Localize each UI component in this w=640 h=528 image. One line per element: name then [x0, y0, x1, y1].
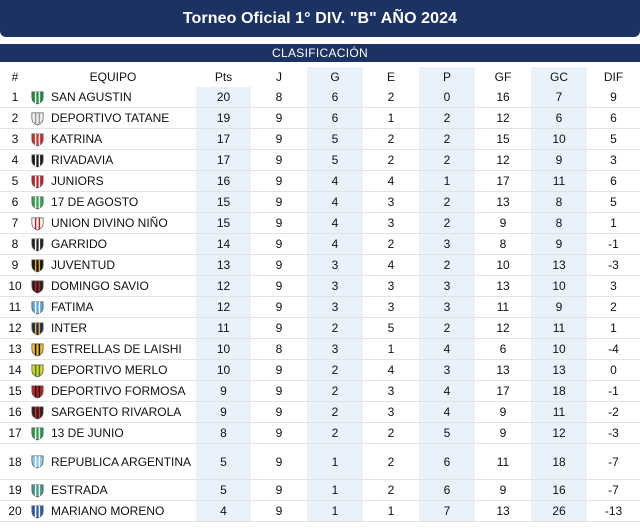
table-row — [0, 480, 640, 501]
team-cell — [30, 297, 196, 318]
crest-red-stripes-icon — [30, 174, 45, 189]
points-cell: 16 — [196, 171, 251, 192]
team-cell — [30, 276, 196, 297]
drawn-cell: 4 — [363, 171, 419, 192]
goals-against-cell: 16 — [531, 480, 587, 501]
goals-for-cell: 11 — [475, 297, 531, 318]
goals-for-cell: 9 — [475, 423, 531, 444]
column-header-position: # — [11, 70, 19, 84]
table-row — [0, 255, 640, 276]
goals-for-cell: 17 — [475, 381, 531, 402]
played-cell: 9 — [251, 381, 307, 402]
goals-for-cell: 12 — [475, 318, 531, 339]
lost-cell: 3 — [419, 360, 475, 381]
drawn-cell: 5 — [363, 318, 419, 339]
goal-difference-cell: 0 — [587, 360, 640, 381]
team-name: DEPORTIVO MERLO — [51, 363, 168, 377]
played-cell: 9 — [251, 297, 307, 318]
column-header-drawn: E — [386, 70, 395, 84]
points-cell: 5 — [196, 480, 251, 501]
won-cell: 4 — [307, 171, 363, 192]
goal-difference-cell: -1 — [587, 381, 640, 402]
lost-cell: 2 — [419, 150, 475, 171]
team-name: REPUBLICA ARGENTINA — [51, 454, 192, 469]
classification-label: CLASIFICACIÓN — [272, 46, 368, 60]
table-row — [0, 87, 640, 108]
drawn-cell: 2 — [363, 129, 419, 150]
goals-against-cell: 11 — [531, 318, 587, 339]
table-row — [0, 423, 640, 444]
goals-against-cell: 18 — [531, 381, 587, 402]
won-cell: 6 — [307, 87, 363, 108]
column-header-lost: P — [419, 67, 475, 87]
drawn-cell: 3 — [363, 213, 419, 234]
played-cell: 9 — [251, 213, 307, 234]
won-cell: 5 — [307, 129, 363, 150]
position-cell: 13 — [0, 339, 30, 360]
standings-body — [0, 87, 640, 522]
column-header-goals-for: GF — [494, 70, 512, 84]
won-cell: 5 — [307, 150, 363, 171]
column-header-points: Pts — [214, 70, 233, 84]
points-cell: 8 — [196, 423, 251, 444]
position-cell: 14 — [0, 360, 30, 381]
lost-cell: 2 — [419, 192, 475, 213]
drawn-cell: 4 — [363, 360, 419, 381]
team-cell — [30, 255, 196, 276]
table-row — [0, 129, 640, 150]
drawn-cell: 1 — [363, 108, 419, 129]
played-cell: 9 — [251, 171, 307, 192]
points-cell: 20 — [196, 87, 251, 108]
team-name: DEPORTIVO TATANE — [51, 111, 170, 125]
won-cell: 3 — [307, 339, 363, 360]
team-name: UNION DIVINO NIÑO — [51, 216, 168, 230]
goals-against-cell: 9 — [531, 234, 587, 255]
goals-against-cell: 12 — [531, 423, 587, 444]
position-cell: 16 — [0, 402, 30, 423]
drawn-cell: 1 — [363, 339, 419, 360]
goals-against-cell: 13 — [531, 360, 587, 381]
crest-lightblue-round-icon — [30, 454, 45, 469]
won-cell: 6 — [307, 108, 363, 129]
goals-for-cell: 8 — [475, 234, 531, 255]
goals-for-cell: 16 — [475, 87, 531, 108]
won-cell: 4 — [307, 234, 363, 255]
lost-cell: 3 — [419, 276, 475, 297]
played-cell: 8 — [251, 87, 307, 108]
column-header-team: EQUIPO — [89, 70, 137, 84]
lost-cell: 3 — [419, 234, 475, 255]
table-row — [0, 192, 640, 213]
goals-against-cell: 9 — [531, 297, 587, 318]
played-cell: 9 — [251, 108, 307, 129]
position-cell: 11 — [0, 297, 30, 318]
team-name: SAN AGUSTIN — [51, 90, 132, 104]
played-cell: 8 — [251, 339, 307, 360]
position-cell: 20 — [0, 501, 30, 522]
crest-yellow-green-icon — [30, 363, 45, 378]
team-name: ESTRELLAS DE LAISHI — [51, 342, 182, 356]
points-cell: 4 — [196, 501, 251, 522]
lost-cell: 4 — [419, 339, 475, 360]
table-row — [0, 276, 640, 297]
goal-difference-cell: -3 — [587, 255, 640, 276]
goals-against-cell: 6 — [531, 108, 587, 129]
drawn-cell: 2 — [363, 87, 419, 108]
points-cell: 9 — [196, 402, 251, 423]
team-cell — [30, 213, 196, 234]
won-cell: 1 — [307, 480, 363, 501]
team-cell — [30, 501, 196, 522]
crest-teal-white-icon — [30, 483, 45, 498]
won-cell: 4 — [307, 213, 363, 234]
lost-cell: 2 — [419, 255, 475, 276]
points-cell: 11 — [196, 318, 251, 339]
crest-black-white-icon — [30, 237, 45, 252]
points-cell: 12 — [196, 276, 251, 297]
team-name: SARGENTO RIVAROLA — [51, 405, 182, 419]
team-name: ESTRADA — [51, 483, 108, 497]
crest-black-stripes-icon — [30, 153, 45, 168]
points-cell: 9 — [196, 381, 251, 402]
position-cell: 4 — [0, 150, 30, 171]
team-name: MARIANO MORENO — [51, 504, 165, 518]
goals-against-cell: 10 — [531, 339, 587, 360]
drawn-cell: 3 — [363, 402, 419, 423]
played-cell: 9 — [251, 234, 307, 255]
drawn-cell: 2 — [363, 480, 419, 501]
position-cell: 12 — [0, 318, 30, 339]
lost-cell: 4 — [419, 381, 475, 402]
position-cell: 5 — [0, 171, 30, 192]
goals-for-cell: 11 — [475, 444, 531, 480]
goal-difference-cell: 5 — [587, 192, 640, 213]
drawn-cell: 2 — [363, 423, 419, 444]
crest-red-white-black-icon — [30, 405, 45, 420]
team-cell — [30, 192, 196, 213]
position-cell: 8 — [0, 234, 30, 255]
crest-red-white-icon — [30, 132, 45, 147]
lost-cell: 1 — [419, 171, 475, 192]
position-cell: 18 — [0, 444, 30, 480]
crest-white-red-icon — [30, 216, 45, 231]
won-cell: 2 — [307, 381, 363, 402]
lost-cell: 3 — [419, 297, 475, 318]
position-cell: 10 — [0, 276, 30, 297]
table-row — [0, 171, 640, 192]
table-row — [0, 297, 640, 318]
played-cell: 9 — [251, 360, 307, 381]
played-cell: 9 — [251, 192, 307, 213]
lost-cell: 6 — [419, 480, 475, 501]
points-cell: 17 — [196, 150, 251, 171]
goal-difference-cell: 1 — [587, 213, 640, 234]
goal-difference-cell: -7 — [587, 480, 640, 501]
team-name: FATIMA — [51, 300, 94, 314]
team-name: JUVENTUD — [51, 258, 116, 272]
goal-difference-cell: 6 — [587, 108, 640, 129]
goal-difference-cell: -3 — [587, 423, 640, 444]
played-cell: 9 — [251, 423, 307, 444]
position-cell: 7 — [0, 213, 30, 234]
goals-against-cell: 8 — [531, 213, 587, 234]
table-row — [0, 444, 640, 480]
won-cell: 3 — [307, 276, 363, 297]
goal-difference-cell: -7 — [587, 444, 640, 480]
crest-black-red-icon — [30, 279, 45, 294]
played-cell: 9 — [251, 444, 307, 480]
goals-against-cell: 11 — [531, 402, 587, 423]
position-cell: 3 — [0, 129, 30, 150]
table-row — [0, 150, 640, 171]
goals-for-cell: 6 — [475, 339, 531, 360]
goals-for-cell: 9 — [475, 213, 531, 234]
drawn-cell: 2 — [363, 150, 419, 171]
team-cell — [30, 171, 196, 192]
points-cell: 14 — [196, 234, 251, 255]
points-cell: 12 — [196, 297, 251, 318]
won-cell: 2 — [307, 360, 363, 381]
tournament-title: Torneo Oficial 1° DIV. "B" AÑO 2024 — [182, 9, 458, 27]
played-cell: 9 — [251, 276, 307, 297]
table-row — [0, 360, 640, 381]
standings-table — [0, 67, 640, 522]
drawn-cell: 2 — [363, 444, 419, 480]
goals-for-cell: 17 — [475, 171, 531, 192]
played-cell: 9 — [251, 480, 307, 501]
team-name: KATRINA — [51, 132, 103, 146]
drawn-cell: 3 — [363, 276, 419, 297]
goal-difference-cell: 3 — [587, 276, 640, 297]
played-cell: 9 — [251, 402, 307, 423]
drawn-cell: 2 — [363, 234, 419, 255]
played-cell: 9 — [251, 129, 307, 150]
table-row — [0, 501, 640, 522]
position-cell: 2 — [0, 108, 30, 129]
team-name: DEPORTIVO FORMOSA — [51, 384, 186, 398]
crest-green-white-icon — [30, 90, 45, 105]
lost-cell: 2 — [419, 318, 475, 339]
goals-for-cell: 12 — [475, 150, 531, 171]
crest-red-black-icon — [30, 384, 45, 399]
drawn-cell: 3 — [363, 192, 419, 213]
lost-cell: 0 — [419, 87, 475, 108]
points-cell: 10 — [196, 360, 251, 381]
table-row — [0, 213, 640, 234]
team-cell — [30, 480, 196, 501]
team-cell — [30, 360, 196, 381]
goal-difference-cell: 1 — [587, 318, 640, 339]
crest-white-gray-icon — [30, 111, 45, 126]
team-cell — [30, 129, 196, 150]
crest-skyblue-stripes-icon — [30, 300, 45, 315]
team-cell — [30, 339, 196, 360]
position-cell: 6 — [0, 192, 30, 213]
won-cell: 2 — [307, 318, 363, 339]
crest-black-gold-icon — [30, 258, 45, 273]
goals-for-cell: 15 — [475, 129, 531, 150]
crest-blue-stripes-icon — [30, 504, 45, 519]
crest-green-icon — [30, 195, 45, 210]
table-row — [0, 402, 640, 423]
won-cell: 1 — [307, 444, 363, 480]
team-cell — [30, 444, 196, 480]
played-cell: 9 — [251, 318, 307, 339]
team-name: GARRIDO — [51, 237, 108, 251]
team-name: RIVADAVIA — [51, 153, 114, 167]
played-cell: 9 — [251, 150, 307, 171]
goal-difference-cell: 9 — [587, 87, 640, 108]
drawn-cell: 4 — [363, 255, 419, 276]
won-cell: 4 — [307, 192, 363, 213]
table-row — [0, 318, 640, 339]
lost-cell: 5 — [419, 423, 475, 444]
goal-difference-cell: 2 — [587, 297, 640, 318]
team-cell — [30, 108, 196, 129]
goals-against-cell: 11 — [531, 171, 587, 192]
drawn-cell: 3 — [363, 297, 419, 318]
team-name: JUNIORS — [51, 174, 104, 188]
points-cell: 19 — [196, 108, 251, 129]
goals-for-cell: 10 — [475, 255, 531, 276]
team-cell — [30, 234, 196, 255]
lost-cell: 2 — [419, 129, 475, 150]
goals-against-cell: 26 — [531, 501, 587, 522]
goals-for-cell: 13 — [475, 501, 531, 522]
column-header-goals-against: GC — [531, 67, 587, 87]
position-cell: 19 — [0, 480, 30, 501]
crest-navy-gold-icon — [30, 321, 45, 336]
crest-green-round-icon — [30, 426, 45, 441]
points-cell: 15 — [196, 192, 251, 213]
table-header-row — [0, 67, 640, 87]
goals-for-cell: 9 — [475, 402, 531, 423]
goals-for-cell: 13 — [475, 276, 531, 297]
position-cell: 17 — [0, 423, 30, 444]
team-name: 13 DE JUNIO — [51, 426, 124, 440]
played-cell: 9 — [251, 501, 307, 522]
crest-yellow-black-icon — [30, 342, 45, 357]
points-cell: 10 — [196, 339, 251, 360]
goals-for-cell: 9 — [475, 480, 531, 501]
team-name: INTER — [51, 321, 87, 335]
goals-against-cell: 9 — [531, 150, 587, 171]
won-cell: 3 — [307, 297, 363, 318]
classification-bar — [0, 44, 640, 62]
table-row — [0, 234, 640, 255]
tournament-title-bar — [0, 0, 640, 37]
goals-for-cell: 12 — [475, 108, 531, 129]
lost-cell: 6 — [419, 444, 475, 480]
team-cell — [30, 381, 196, 402]
table-row — [0, 381, 640, 402]
column-header-goal-difference: DIF — [603, 70, 624, 84]
team-cell — [30, 402, 196, 423]
goals-against-cell: 10 — [531, 129, 587, 150]
goal-difference-cell: -2 — [587, 402, 640, 423]
lost-cell: 4 — [419, 402, 475, 423]
goal-difference-cell: -1 — [587, 234, 640, 255]
team-cell — [30, 423, 196, 444]
team-name: 17 DE AGOSTO — [51, 195, 139, 209]
points-cell: 13 — [196, 255, 251, 276]
team-cell — [30, 87, 196, 108]
goals-against-cell: 13 — [531, 255, 587, 276]
goal-difference-cell: -4 — [587, 339, 640, 360]
won-cell: 2 — [307, 402, 363, 423]
goal-difference-cell: 6 — [587, 171, 640, 192]
won-cell: 1 — [307, 501, 363, 522]
points-cell: 5 — [196, 444, 251, 480]
drawn-cell: 3 — [363, 381, 419, 402]
goal-difference-cell: -13 — [587, 501, 640, 522]
lost-cell: 2 — [419, 213, 475, 234]
team-cell — [30, 318, 196, 339]
position-cell: 1 — [0, 87, 30, 108]
table-row — [0, 339, 640, 360]
goals-for-cell: 13 — [475, 360, 531, 381]
points-cell: 17 — [196, 129, 251, 150]
lost-cell: 7 — [419, 501, 475, 522]
played-cell: 9 — [251, 255, 307, 276]
goals-against-cell: 18 — [531, 444, 587, 480]
points-cell: 15 — [196, 213, 251, 234]
goals-against-cell: 10 — [531, 276, 587, 297]
column-header-won: G — [307, 67, 363, 87]
team-name: DOMINGO SAVIO — [51, 279, 149, 293]
won-cell: 2 — [307, 423, 363, 444]
team-cell — [30, 150, 196, 171]
drawn-cell: 1 — [363, 501, 419, 522]
lost-cell: 2 — [419, 108, 475, 129]
goals-for-cell: 13 — [475, 192, 531, 213]
goal-difference-cell: 3 — [587, 150, 640, 171]
column-header-played: J — [276, 70, 282, 84]
position-cell: 15 — [0, 381, 30, 402]
position-cell: 9 — [0, 255, 30, 276]
goals-against-cell: 7 — [531, 87, 587, 108]
won-cell: 3 — [307, 255, 363, 276]
goals-against-cell: 8 — [531, 192, 587, 213]
table-row — [0, 108, 640, 129]
goal-difference-cell: 5 — [587, 129, 640, 150]
